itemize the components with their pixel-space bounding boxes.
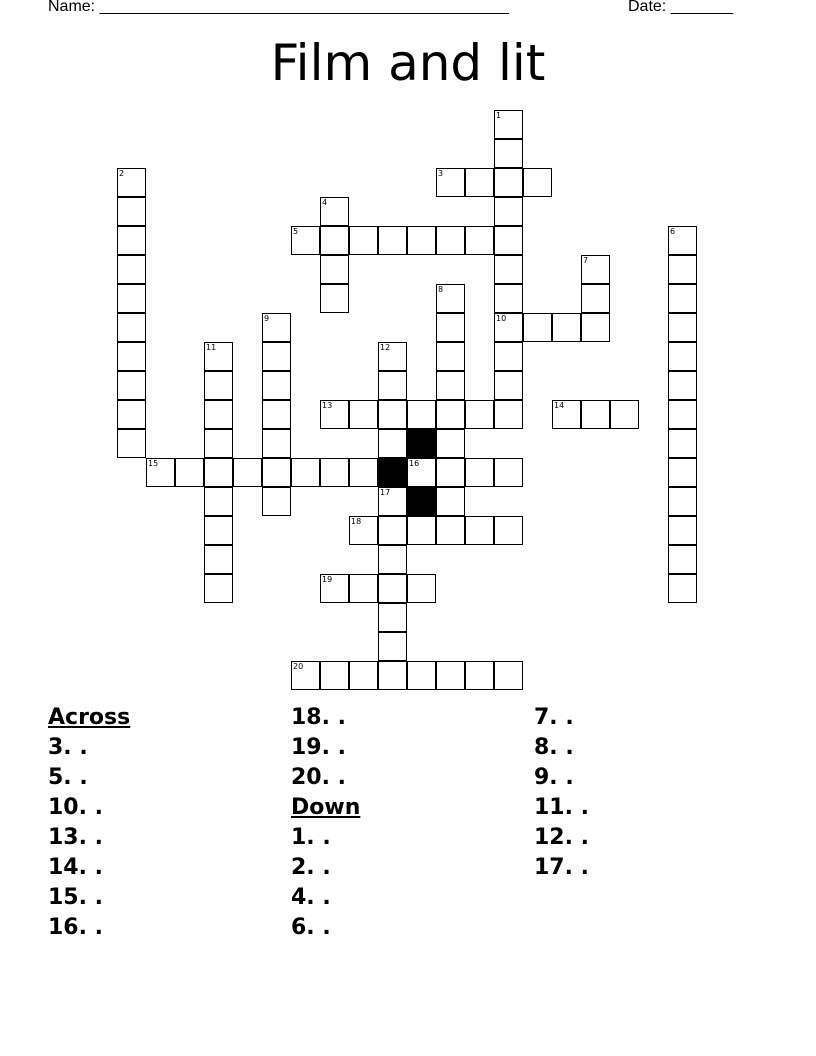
clue-number: 8 (438, 285, 444, 294)
grid-cell[interactable] (204, 371, 233, 400)
grid-cell[interactable] (581, 284, 610, 313)
grid-cell[interactable] (117, 255, 146, 284)
grid-block (378, 458, 407, 487)
grid-cell[interactable] (668, 516, 697, 545)
clue-item: 20. . (291, 765, 346, 790)
clue-number: 7 (583, 256, 589, 265)
grid-cell[interactable] (117, 371, 146, 400)
grid-cell[interactable] (668, 545, 697, 574)
grid-cell[interactable] (465, 400, 494, 429)
clue-item: 3. . (48, 735, 88, 760)
clue-number: 9 (264, 314, 270, 323)
clue-heading: Across (48, 705, 131, 730)
grid-cell[interactable] (204, 400, 233, 429)
grid-cell[interactable] (378, 400, 407, 429)
grid-cell[interactable] (378, 226, 407, 255)
grid-cell[interactable] (117, 226, 146, 255)
clue-item: 8. . (534, 735, 574, 760)
clue-number: 14 (554, 401, 565, 410)
clue-item: 14. . (48, 855, 103, 880)
grid-cell[interactable] (204, 545, 233, 574)
grid-cell[interactable] (668, 284, 697, 313)
grid-cell[interactable] (320, 400, 349, 429)
grid-cell[interactable] (262, 313, 291, 342)
clue-column-3 (534, 703, 764, 883)
grid-cell[interactable] (349, 458, 378, 487)
grid-cell[interactable] (320, 284, 349, 313)
grid-cell[interactable] (407, 661, 436, 690)
grid-cell[interactable] (378, 429, 407, 458)
grid-cell[interactable] (378, 487, 407, 516)
clue-column-1 (48, 703, 278, 943)
grid-cell[interactable] (436, 284, 465, 313)
grid-cell[interactable] (320, 458, 349, 487)
grid-cell[interactable] (204, 458, 233, 487)
grid-cell[interactable] (378, 342, 407, 371)
clue-item: 10. . (48, 795, 103, 820)
grid-cell[interactable] (494, 313, 523, 342)
clue-column-2 (291, 703, 521, 943)
grid-cell[interactable] (465, 661, 494, 690)
grid-cell[interactable] (291, 226, 320, 255)
clue-item: 12. . (534, 825, 589, 850)
grid-cell[interactable] (349, 574, 378, 603)
grid-cell[interactable] (117, 342, 146, 371)
grid-cell[interactable] (378, 574, 407, 603)
grid-cell[interactable] (320, 197, 349, 226)
grid-cell[interactable] (378, 371, 407, 400)
grid-cell[interactable] (494, 255, 523, 284)
grid-cell[interactable] (262, 400, 291, 429)
grid-cell[interactable] (436, 458, 465, 487)
grid-cell[interactable] (668, 342, 697, 371)
grid-cell[interactable] (668, 574, 697, 603)
grid-cell[interactable] (175, 458, 204, 487)
grid-cell[interactable] (494, 458, 523, 487)
grid-cell[interactable] (436, 313, 465, 342)
clue-item: 15. . (48, 885, 103, 910)
grid-cell[interactable] (668, 458, 697, 487)
clue-item: 5. . (48, 765, 88, 790)
grid-cell[interactable] (204, 574, 233, 603)
grid-cell[interactable] (117, 400, 146, 429)
clue-number: 18 (351, 517, 362, 526)
clue-number: 16 (409, 459, 420, 468)
grid-cell[interactable] (407, 400, 436, 429)
grid-cell[interactable] (407, 458, 436, 487)
grid-cell[interactable] (204, 429, 233, 458)
grid-cell[interactable] (436, 661, 465, 690)
grid-cell[interactable] (262, 342, 291, 371)
grid-cell[interactable] (668, 371, 697, 400)
grid-cell[interactable] (494, 516, 523, 545)
grid-cell[interactable] (407, 226, 436, 255)
grid-cell[interactable] (436, 487, 465, 516)
grid-cell[interactable] (262, 429, 291, 458)
grid-cell[interactable] (668, 226, 697, 255)
grid-cell[interactable] (320, 574, 349, 603)
grid-cell[interactable] (262, 371, 291, 400)
grid-cell[interactable] (523, 168, 552, 197)
clue-number: 1 (496, 111, 502, 120)
grid-cell[interactable] (349, 226, 378, 255)
grid-block (407, 429, 436, 458)
grid-cell[interactable] (465, 168, 494, 197)
grid-cell[interactable] (407, 516, 436, 545)
clue-item: 1. . (291, 825, 331, 850)
clue-item: 13. . (48, 825, 103, 850)
grid-cell[interactable] (349, 516, 378, 545)
grid-cell[interactable] (436, 168, 465, 197)
grid-cell[interactable] (668, 429, 697, 458)
grid-cell[interactable] (117, 313, 146, 342)
grid-cell[interactable] (378, 516, 407, 545)
page-title: Film and lit (270, 34, 546, 92)
grid-cell[interactable] (349, 400, 378, 429)
clue-item: 4. . (291, 885, 331, 910)
grid-cell[interactable] (436, 226, 465, 255)
grid-cell[interactable] (262, 487, 291, 516)
clue-item: 18. . (291, 705, 346, 730)
grid-cell[interactable] (378, 632, 407, 661)
grid-cell[interactable] (204, 342, 233, 371)
grid-cell[interactable] (233, 458, 262, 487)
grid-cell[interactable] (117, 284, 146, 313)
grid-cell[interactable] (494, 371, 523, 400)
grid-cell[interactable] (117, 197, 146, 226)
grid-cell[interactable] (291, 661, 320, 690)
grid-cell[interactable] (349, 661, 378, 690)
grid-cell[interactable] (494, 400, 523, 429)
grid-cell[interactable] (117, 429, 146, 458)
grid-cell[interactable] (494, 110, 523, 139)
grid-cell[interactable] (378, 545, 407, 574)
clue-item: 19. . (291, 735, 346, 760)
grid-cell[interactable] (262, 458, 291, 487)
grid-cell[interactable] (117, 168, 146, 197)
clue-number: 10 (496, 314, 507, 323)
grid-cell[interactable] (668, 255, 697, 284)
clue-item: 7. . (534, 705, 574, 730)
grid-cell[interactable] (320, 226, 349, 255)
clue-number: 11 (206, 343, 217, 352)
grid-cell[interactable] (581, 400, 610, 429)
clue-number: 6 (670, 227, 676, 236)
grid-cell[interactable] (146, 458, 175, 487)
grid-cell[interactable] (378, 661, 407, 690)
grid-cell[interactable] (494, 342, 523, 371)
grid-cell[interactable] (668, 400, 697, 429)
grid-cell[interactable] (494, 226, 523, 255)
clue-item: 2. . (291, 855, 331, 880)
grid-cell[interactable] (494, 661, 523, 690)
grid-cell[interactable] (494, 284, 523, 313)
grid-cell[interactable] (581, 313, 610, 342)
grid-cell[interactable] (494, 197, 523, 226)
grid-cell[interactable] (320, 255, 349, 284)
grid-block (407, 487, 436, 516)
clue-number: 12 (380, 343, 391, 352)
clue-number: 19 (322, 575, 333, 584)
name-line[interactable]: Name: ______________________________________________ (48, 0, 509, 15)
grid-cell[interactable] (552, 400, 581, 429)
grid-cell[interactable] (523, 313, 552, 342)
clue-item: 17. . (534, 855, 589, 880)
grid-cell[interactable] (668, 487, 697, 516)
grid-cell[interactable] (407, 574, 436, 603)
grid-cell[interactable] (291, 458, 320, 487)
grid-cell[interactable] (552, 313, 581, 342)
grid-cell[interactable] (436, 400, 465, 429)
clue-number: 13 (322, 401, 333, 410)
clue-number: 20 (293, 662, 304, 671)
grid-cell[interactable] (465, 516, 494, 545)
clue-number: 17 (380, 488, 391, 497)
clue-number: 4 (322, 198, 328, 207)
grid-cell[interactable] (494, 139, 523, 168)
clue-item: 16. . (48, 915, 103, 940)
clue-number: 2 (119, 169, 125, 178)
date-line[interactable]: Date: _______ (628, 0, 733, 15)
grid-cell[interactable] (436, 371, 465, 400)
clue-number: 5 (293, 227, 299, 236)
clue-item: 9. . (534, 765, 574, 790)
grid-cell[interactable] (436, 342, 465, 371)
grid-cell[interactable] (436, 516, 465, 545)
clue-number: 3 (438, 169, 444, 178)
grid-cell[interactable] (668, 313, 697, 342)
grid-cell[interactable] (204, 516, 233, 545)
grid-cell[interactable] (378, 603, 407, 632)
grid-cell[interactable] (610, 400, 639, 429)
grid-cell[interactable] (494, 168, 523, 197)
clue-item: 11. . (534, 795, 589, 820)
grid-cell[interactable] (465, 226, 494, 255)
clue-number: 15 (148, 459, 159, 468)
grid-cell[interactable] (465, 458, 494, 487)
grid-cell[interactable] (204, 487, 233, 516)
grid-cell[interactable] (436, 429, 465, 458)
grid-cell[interactable] (320, 661, 349, 690)
grid-cell[interactable] (581, 255, 610, 284)
clue-item: 6. . (291, 915, 331, 940)
clue-heading: Down (291, 795, 361, 820)
